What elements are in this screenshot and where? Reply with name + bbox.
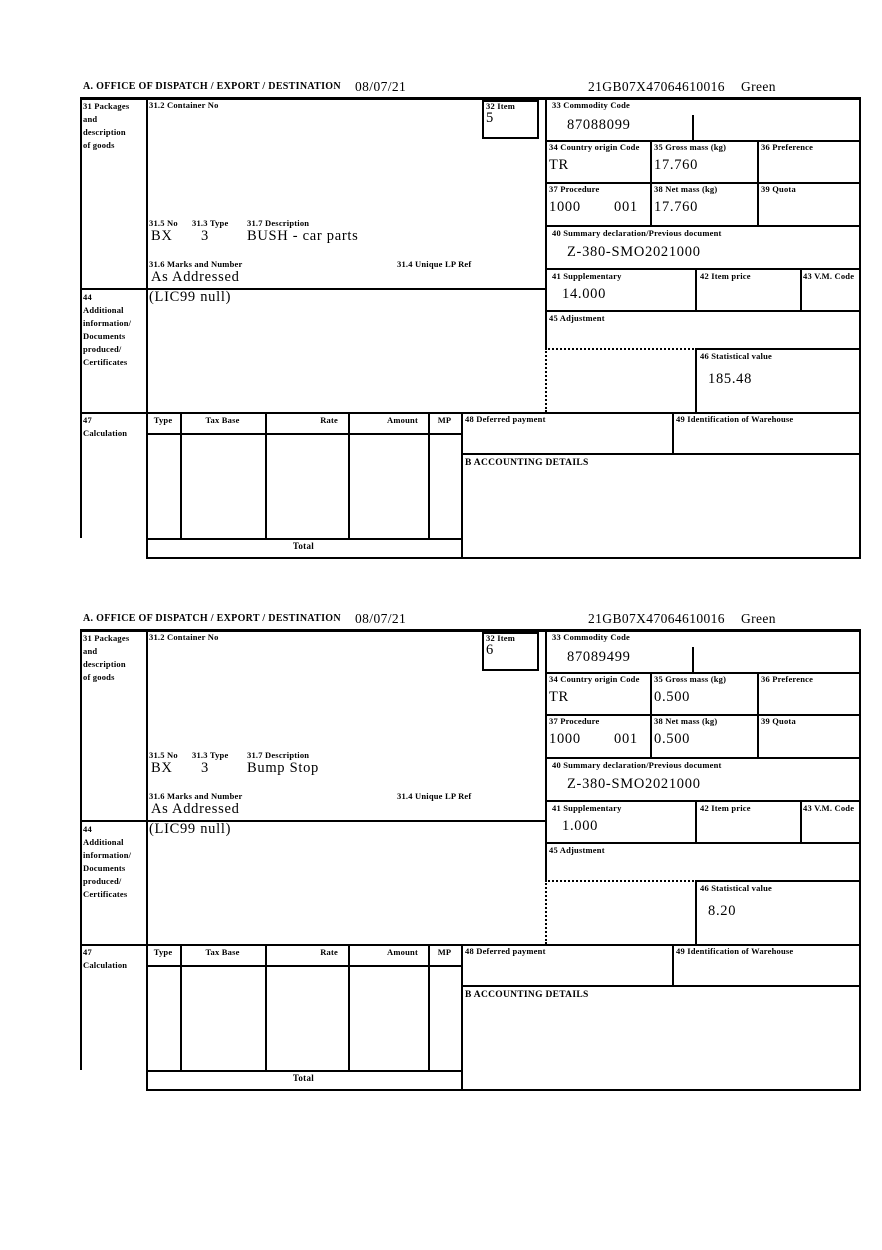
gross-mass-label: 35 Gross mass (kg): [654, 674, 727, 684]
statistical-value: 185.48: [708, 371, 753, 387]
item-number-value: 6: [486, 642, 494, 658]
packages-description-label: [83, 632, 145, 684]
label-line: Documents: [83, 331, 126, 341]
label-line: Additional: [83, 305, 124, 315]
preference-label: 36 Preference: [761, 674, 814, 684]
goods-description-value: BUSH - car parts: [247, 228, 359, 244]
line: [800, 268, 802, 310]
preference-label: 36 Preference: [761, 142, 814, 152]
line: [692, 115, 694, 140]
line: [146, 433, 461, 435]
quota-label: 39 Quota: [761, 716, 796, 726]
label-line: 31 Packages: [83, 633, 130, 643]
line: [757, 672, 759, 757]
commodity-code-label: 33 Commodity Code: [552, 100, 631, 110]
packages-description-label: [83, 100, 145, 152]
line: [428, 412, 430, 538]
column-header-type: Type: [153, 947, 173, 957]
declaration-date: 08/07/21: [355, 79, 407, 94]
line: [757, 140, 759, 225]
label-line: Calculation: [83, 960, 128, 970]
routing-indicator: Green: [740, 611, 776, 626]
unique-lp-ref-label: 31.4 Unique LP Ref: [397, 791, 472, 801]
label-line: description: [83, 659, 126, 669]
procedure-extra-value: 001: [614, 199, 638, 215]
commodity-code-value: 87089499: [567, 649, 631, 665]
line: [545, 629, 547, 880]
marks-value: As Addressed: [151, 801, 240, 817]
line: [695, 348, 697, 412]
goods-description-value: Bump Stop: [247, 760, 319, 776]
line: [545, 268, 861, 270]
label-line: of goods: [83, 672, 115, 682]
procedure-label: 37 Procedure: [549, 716, 600, 726]
line: [672, 412, 674, 453]
line: [146, 1089, 861, 1091]
marks-number-label: 31.6 Marks and Number: [149, 791, 243, 801]
label-line: 44: [83, 824, 92, 834]
vm-code-label: 43 V.M. Code: [803, 803, 855, 813]
line: [545, 310, 861, 312]
label-line: 44: [83, 292, 92, 302]
warehouse-id-label: 49 Identification of Warehouse: [676, 946, 794, 956]
vm-code-label: 43 V.M. Code: [803, 271, 855, 281]
line: [146, 1070, 461, 1072]
additional-information-value: (LIC99 null): [149, 289, 232, 305]
warehouse-id-label: 49 Identification of Warehouse: [676, 414, 794, 424]
package-type-value: 3: [201, 760, 209, 776]
label-line: and: [83, 114, 98, 124]
adjustment-label: 45 Adjustment: [549, 845, 605, 855]
label-line: produced/: [83, 876, 122, 886]
office-of-dispatch-header: A. OFFICE OF DISPATCH / EXPORT / DESTINATION: [83, 81, 341, 92]
label-line: 47: [83, 947, 92, 957]
item-price-label: 42 Item price: [700, 271, 751, 281]
supplementary-label: 41 Supplementary: [552, 803, 622, 813]
gross-mass-value: 0.500: [654, 689, 691, 705]
net-mass-label: 38 Net mass (kg): [654, 716, 718, 726]
supplementary-label: 41 Supplementary: [552, 271, 622, 281]
line: [800, 800, 802, 842]
line: [265, 412, 267, 538]
country-origin-label: 34 Country origin Code: [549, 142, 640, 152]
dotted-line: [545, 348, 697, 350]
line: [692, 647, 694, 672]
line: [545, 225, 861, 227]
previous-document-value: Z-380-SMO2021000: [567, 776, 701, 792]
label-line: produced/: [83, 344, 122, 354]
country-origin-value: TR: [549, 689, 569, 705]
description-label: 31.7 Description: [247, 750, 310, 760]
line: [80, 629, 82, 1070]
statistical-value-label: 46 Statistical value: [700, 883, 772, 893]
statistical-value-label: 46 Statistical value: [700, 351, 772, 361]
package-type-label: 31.3 Type: [192, 750, 229, 760]
net-mass-label: 38 Net mass (kg): [654, 184, 718, 194]
declaration-item-block: [80, 80, 862, 560]
column-header-tax-base: Tax Base: [205, 947, 240, 957]
line: [80, 97, 82, 538]
accounting-details-label: B ACCOUNTING DETAILS: [465, 458, 589, 468]
procedure-code-value: 1000: [549, 731, 581, 747]
deferred-payment-label: 48 Deferred payment: [465, 414, 546, 424]
line: [859, 629, 861, 1091]
line: [695, 348, 861, 350]
dotted-line: [545, 880, 547, 944]
package-no-label: 31.5 No: [149, 750, 178, 760]
line: [146, 557, 861, 559]
label-line: and: [83, 646, 98, 656]
country-origin-value: TR: [549, 157, 569, 173]
summary-declaration-label: 40 Summary declaration/Previous document: [552, 760, 722, 770]
procedure-code-value: 1000: [549, 199, 581, 215]
column-header-mp: MP: [437, 947, 452, 957]
supplementary-value: 14.000: [562, 286, 607, 302]
line: [859, 97, 861, 559]
unique-lp-ref-label: 31.4 Unique LP Ref: [397, 259, 472, 269]
accounting-details-label: B ACCOUNTING DETAILS: [465, 990, 589, 1000]
total-label: Total: [292, 1073, 315, 1083]
line: [180, 412, 182, 538]
gross-mass-label: 35 Gross mass (kg): [654, 142, 727, 152]
label-line: Certificates: [83, 357, 128, 367]
label-line: 47: [83, 415, 92, 425]
line: [146, 965, 461, 967]
column-header-rate: Rate: [320, 947, 338, 957]
line: [461, 453, 861, 455]
calculation-label: [83, 414, 145, 440]
additional-information-label: [83, 291, 145, 369]
line: [348, 944, 350, 1070]
package-no-value: BX: [151, 228, 173, 244]
dotted-line: [545, 348, 547, 412]
gross-mass-value: 17.760: [654, 157, 699, 173]
package-type-value: 3: [201, 228, 209, 244]
column-header-amount: Amount: [387, 415, 418, 425]
declaration-reference: [588, 611, 776, 627]
line: [348, 412, 350, 538]
container-no-label: 31.2 Container No: [149, 632, 219, 642]
item-number-value: 5: [486, 110, 494, 126]
supplementary-value: 1.000: [562, 818, 599, 834]
additional-information-label: [83, 823, 145, 901]
column-header-type: Type: [153, 415, 173, 425]
line: [461, 944, 463, 1091]
line: [265, 944, 267, 1070]
additional-information-value: (LIC99 null): [149, 821, 232, 837]
label-line: of goods: [83, 140, 115, 150]
declaration-reference: [588, 79, 776, 95]
line: [428, 944, 430, 1070]
package-no-label: 31.5 No: [149, 218, 178, 228]
line: [672, 944, 674, 985]
label-line: Documents: [83, 863, 126, 873]
column-header-tax-base: Tax Base: [205, 415, 240, 425]
procedure-label: 37 Procedure: [549, 184, 600, 194]
reference-number: 21GB07X47064610016: [588, 79, 725, 94]
label-line: description: [83, 127, 126, 137]
label-line: 31 Packages: [83, 101, 130, 111]
line: [695, 880, 697, 944]
line: [461, 412, 463, 559]
line: [650, 140, 652, 225]
commodity-code-label: 33 Commodity Code: [552, 632, 631, 642]
line: [146, 97, 148, 559]
item-label: 32 Item: [486, 633, 516, 643]
declaration-date: 08/07/21: [355, 611, 407, 626]
container-no-label: 31.2 Container No: [149, 100, 219, 110]
procedure-extra-value: 001: [614, 731, 638, 747]
label-line: Certificates: [83, 889, 128, 899]
adjustment-label: 45 Adjustment: [549, 313, 605, 323]
summary-declaration-label: 40 Summary declaration/Previous document: [552, 228, 722, 238]
label-line: Calculation: [83, 428, 128, 438]
statistical-value: 8.20: [708, 903, 737, 919]
line: [650, 672, 652, 757]
previous-document-value: Z-380-SMO2021000: [567, 244, 701, 260]
line: [146, 538, 461, 540]
line: [545, 842, 861, 844]
line: [695, 800, 697, 842]
office-of-dispatch-header: A. OFFICE OF DISPATCH / EXPORT / DESTINATION: [83, 613, 341, 624]
item-price-label: 42 Item price: [700, 803, 751, 813]
line: [545, 800, 861, 802]
description-label: 31.7 Description: [247, 218, 310, 228]
line: [146, 629, 148, 1091]
line: [695, 880, 861, 882]
line: [545, 97, 547, 348]
line: [461, 985, 861, 987]
country-origin-label: 34 Country origin Code: [549, 674, 640, 684]
marks-number-label: 31.6 Marks and Number: [149, 259, 243, 269]
total-label: Total: [292, 541, 315, 551]
dotted-line: [545, 880, 697, 882]
net-mass-value: 17.760: [654, 199, 699, 215]
column-header-mp: MP: [437, 415, 452, 425]
line: [545, 757, 861, 759]
package-type-label: 31.3 Type: [192, 218, 229, 228]
declaration-item-block: [80, 612, 862, 1092]
label-line: information/: [83, 850, 132, 860]
marks-value: As Addressed: [151, 269, 240, 285]
package-no-value: BX: [151, 760, 173, 776]
calculation-label: [83, 946, 145, 972]
column-header-amount: Amount: [387, 947, 418, 957]
net-mass-value: 0.500: [654, 731, 691, 747]
commodity-code-value: 87088099: [567, 117, 631, 133]
label-line: information/: [83, 318, 132, 328]
label-line: Additional: [83, 837, 124, 847]
line: [180, 944, 182, 1070]
item-label: 32 Item: [486, 101, 516, 111]
column-header-rate: Rate: [320, 415, 338, 425]
line: [695, 268, 697, 310]
deferred-payment-label: 48 Deferred payment: [465, 946, 546, 956]
reference-number: 21GB07X47064610016: [588, 611, 725, 626]
routing-indicator: Green: [740, 79, 776, 94]
quota-label: 39 Quota: [761, 184, 796, 194]
